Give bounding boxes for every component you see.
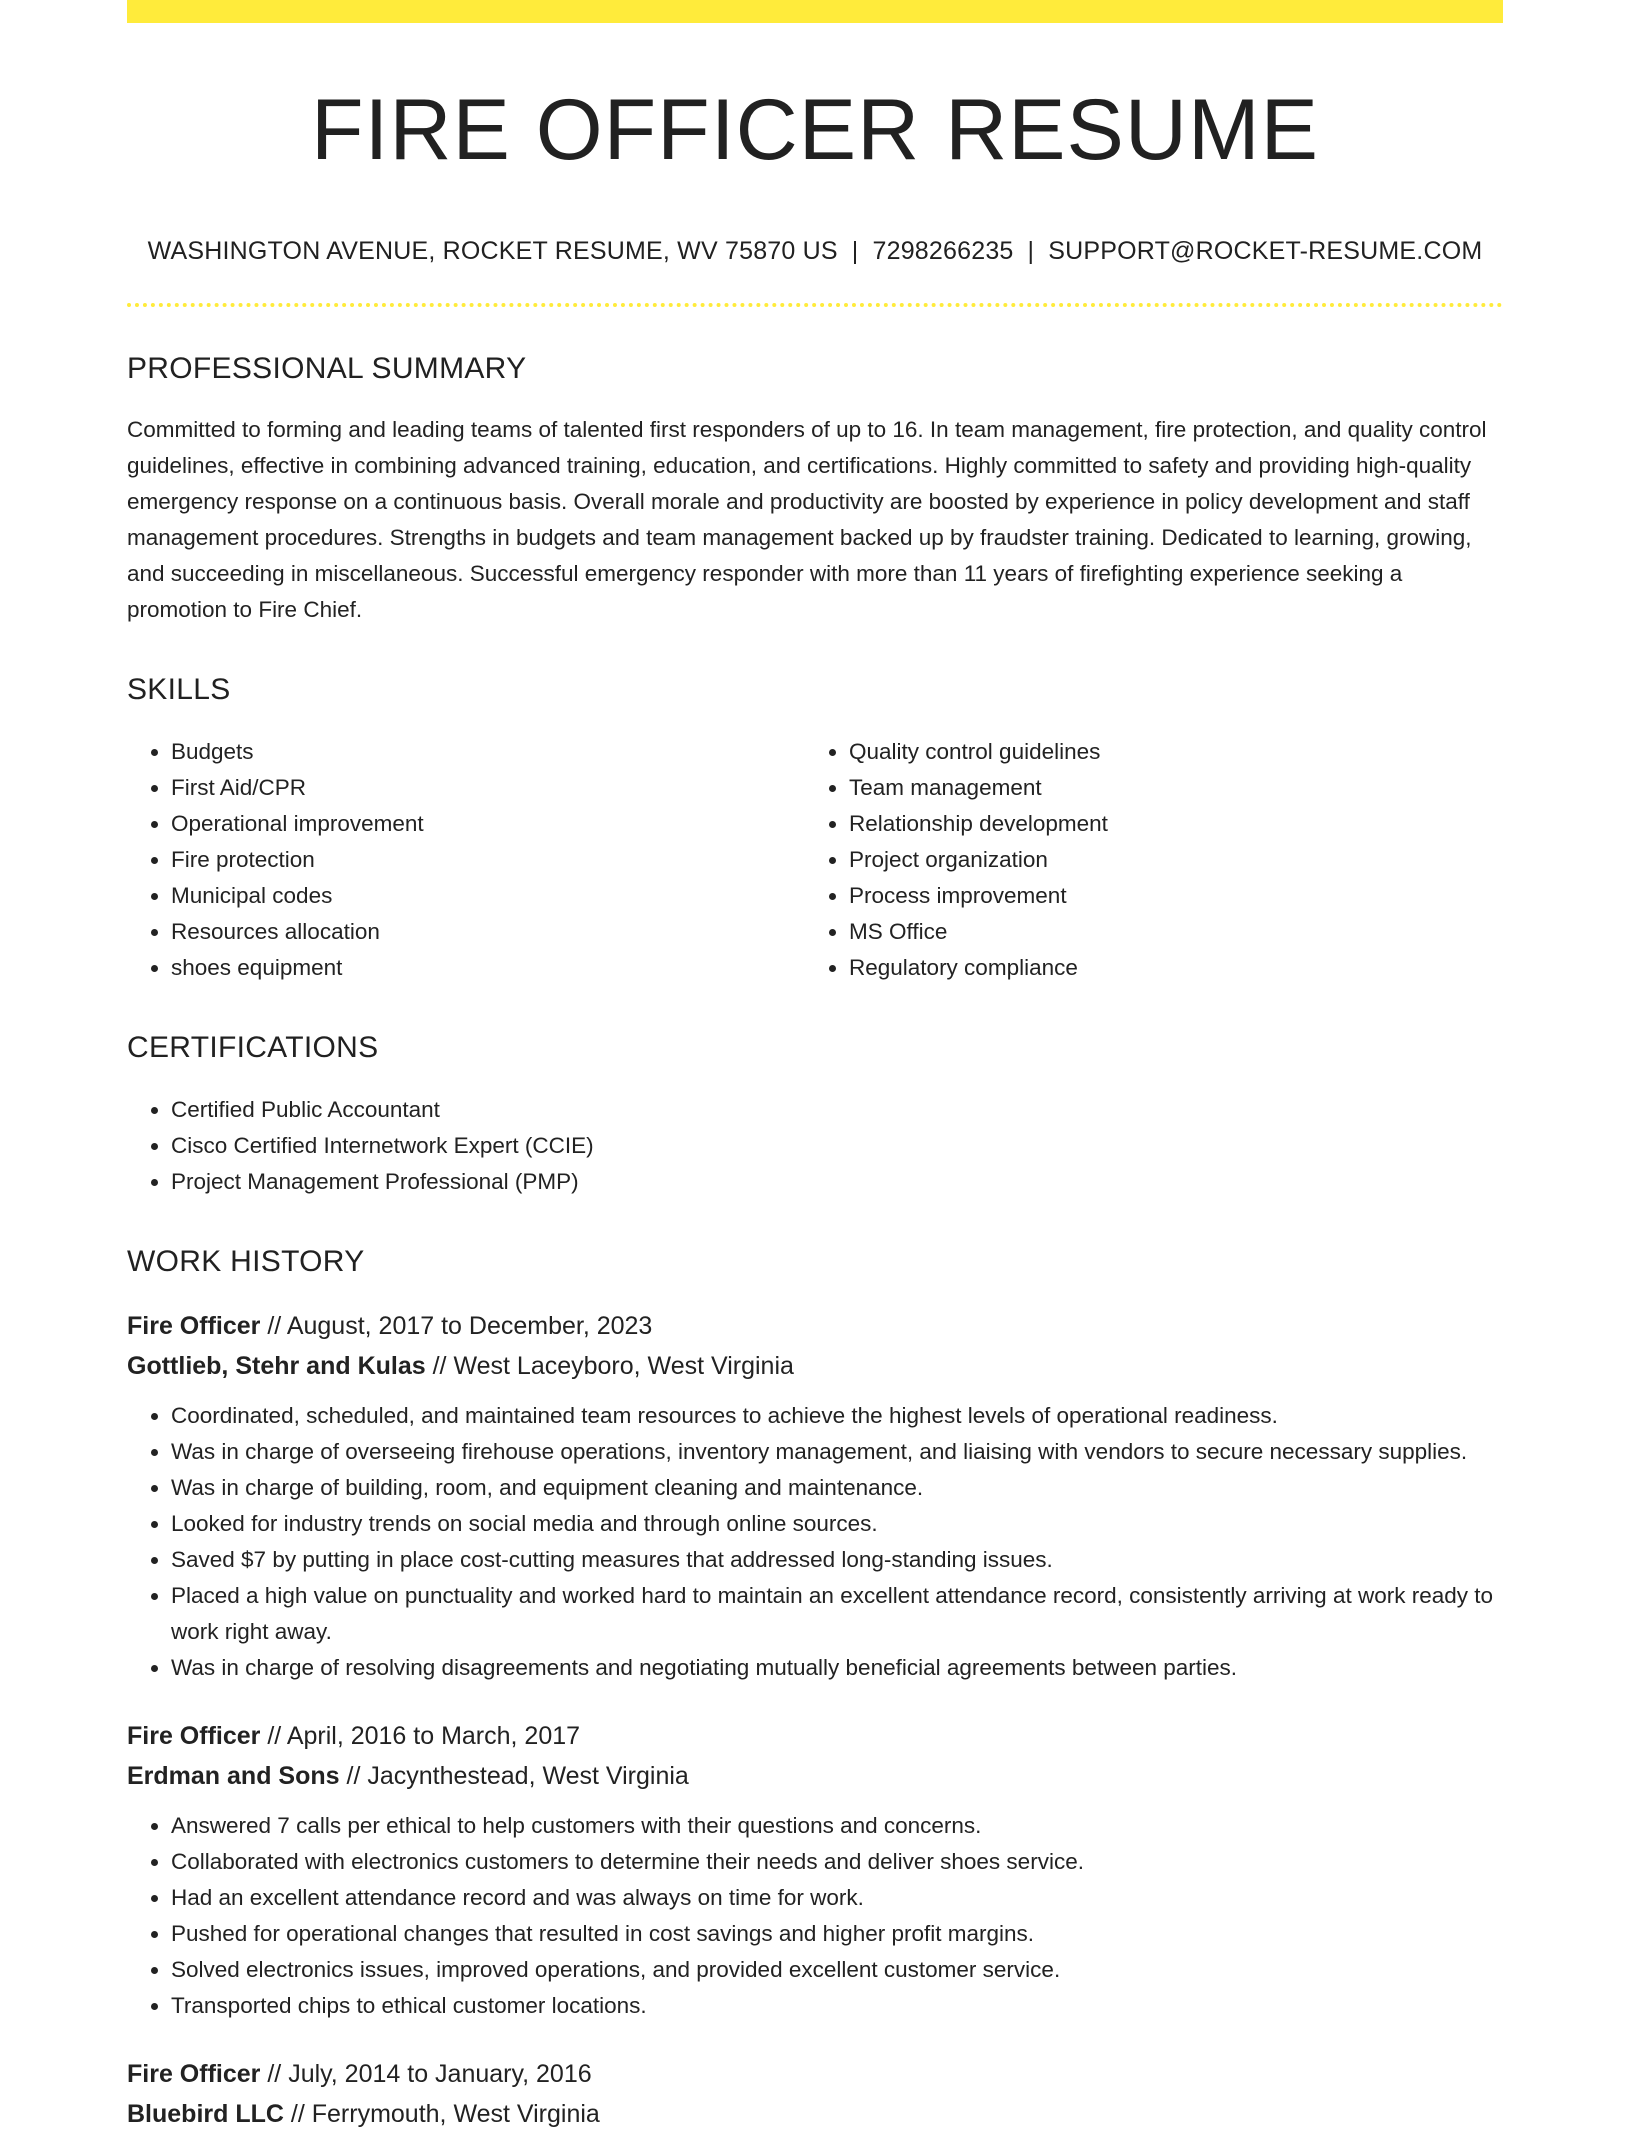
skill-item: • Operational improvement (171, 806, 805, 842)
job-bullet: • Coordinated, scheduled, and maintained team resources to achieve the highest levels of operational readiness. (171, 1398, 1503, 1434)
separator: | (851, 236, 859, 265)
skills-column-left (127, 734, 805, 986)
job-bullet: • Collaborated with electronics customers to determine their needs and deliver shoes service. (171, 1844, 1503, 1880)
job-bullet: • Pushed for operational changes that resulted in cost savings and higher profit margins. (171, 1916, 1503, 1952)
skill-item: • Quality control guidelines (849, 734, 1449, 770)
job-bullet: • Looked for industry trends on social media and through online sources. (171, 1506, 1503, 1542)
summary-heading: PROFESSIONAL SUMMARY (127, 351, 527, 385)
job-bullet: • Was in charge of resolving disagreements and negotiating mutually beneficial agreements between parties. (171, 1650, 1503, 1686)
certification-item: • Project Management Professional (PMP) (171, 1164, 1503, 1200)
job-entry (127, 2054, 1503, 2134)
skills-column-right (805, 734, 1449, 986)
skill-item: • Team management (849, 770, 1449, 806)
job-separator: // (290, 2099, 305, 2128)
contact-line (127, 236, 1503, 266)
job-company: Bluebird LLC (127, 2099, 284, 2128)
certifications-list (127, 1092, 1503, 1200)
job-location: Jacynthestead, West Virginia (367, 1761, 689, 1790)
job-title-line (127, 1306, 1503, 1346)
job-title-line (127, 1716, 1503, 1756)
skill-item: • MS Office (849, 914, 1449, 950)
job-separator: // (267, 1721, 282, 1750)
skill-item: • Relationship development (849, 806, 1449, 842)
job-separator: // (432, 1351, 447, 1380)
certifications-heading: CERTIFICATIONS (127, 1030, 379, 1064)
resume-title: FIRE OFFICER RESUME (310, 82, 1320, 178)
skill-item: • Resources allocation (171, 914, 805, 950)
job-bullets (127, 1808, 1503, 2024)
job-title: Fire Officer (127, 2059, 261, 2088)
phone: 7298266235 (872, 236, 1014, 265)
job-company: Erdman and Sons (127, 1761, 340, 1790)
job-location: West Laceyboro, West Virginia (453, 1351, 794, 1380)
certification-item: • Certified Public Accountant (171, 1092, 1503, 1128)
skill-item: • First Aid/CPR (171, 770, 805, 806)
job-bullet: • Transported chips to ethical customer locations. (171, 1988, 1503, 2024)
work-history-heading: WORK HISTORY (127, 1244, 365, 1278)
job-title: Fire Officer (127, 1721, 261, 1750)
job-entry (127, 1306, 1503, 1686)
job-separator: // (346, 1761, 361, 1790)
address: WASHINGTON AVENUE, ROCKET RESUME, WV 75870 US (147, 236, 838, 265)
job-dates: April, 2016 to March, 2017 (286, 1721, 581, 1750)
skill-item: • Municipal codes (171, 878, 805, 914)
job-dates: August, 2017 to December, 2023 (286, 1311, 653, 1340)
job-bullet: • Was in charge of overseeing firehouse operations, inventory management, and liaising with vendors to secure necessary supplies. (171, 1434, 1503, 1470)
job-location: Ferrymouth, West Virginia (311, 2099, 600, 2128)
job-company: Gottlieb, Stehr and Kulas (127, 1351, 426, 1380)
certification-item: • Cisco Certified Internetwork Expert (CCIE) (171, 1128, 1503, 1164)
email-link[interactable]: SUPPORT@ROCKET-RESUME.COM (1048, 236, 1483, 265)
skill-item: • Project organization (849, 842, 1449, 878)
dotted-divider (127, 303, 1503, 307)
skills-heading: SKILLS (127, 672, 231, 706)
summary-text: Committed to forming and leading teams of talented first responders of up to 16. In team management, fire protection, and quality control guidelines, effective in combining advanced training, education, and certifications. Highly committed to safety and providing high-quality emergency response on a continuous basis. Overall morale and productivity are boosted by experience in policy development and staff management procedures. Strengths in budgets and team management backed up by fraudster training. Dedicated to learning, growing, and succeeding in miscellaneous. Successful emergency responder with more than 11 years of firefighting experience seeking a promotion to Fire Chief. (127, 416, 1487, 622)
separator: | (1027, 236, 1035, 265)
job-bullet: • Placed a high value on punctuality and worked hard to maintain an excellent attendance record, consistently arriving at work ready to work right away. (171, 1578, 1503, 1650)
job-bullet: • Had an excellent attendance record and was always on time for work. (171, 1880, 1503, 1916)
job-entry (127, 1716, 1503, 2024)
job-bullet: • Was in charge of building, room, and equipment cleaning and maintenance. (171, 1470, 1503, 1506)
job-separator: // (267, 1311, 282, 1340)
skill-item: • Process improvement (849, 878, 1449, 914)
job-bullets (127, 1398, 1503, 1686)
job-title: Fire Officer (127, 1311, 261, 1340)
skill-item: • Budgets (171, 734, 805, 770)
job-company-line (127, 2094, 1503, 2134)
job-bullet: • Answered 7 calls per ethical to help customers with their questions and concerns. (171, 1808, 1503, 1844)
job-separator: // (267, 2059, 282, 2088)
resume-page (127, 0, 1503, 2134)
job-bullet: • Solved electronics issues, improved operations, and provided excellent customer service. (171, 1952, 1503, 1988)
job-company-line (127, 1756, 1503, 1796)
job-title-line (127, 2054, 1503, 2094)
skill-item: • shoes equipment (171, 950, 805, 986)
job-company-line (127, 1346, 1503, 1386)
skills-list (127, 734, 1503, 986)
job-dates: July, 2014 to January, 2016 (288, 2059, 592, 2088)
skill-item: • Fire protection (171, 842, 805, 878)
job-bullet: • Saved $7 by putting in place cost-cutting measures that addressed long-standing issues. (171, 1542, 1503, 1578)
skill-item: • Regulatory compliance (849, 950, 1449, 986)
accent-bar (127, 0, 1503, 23)
